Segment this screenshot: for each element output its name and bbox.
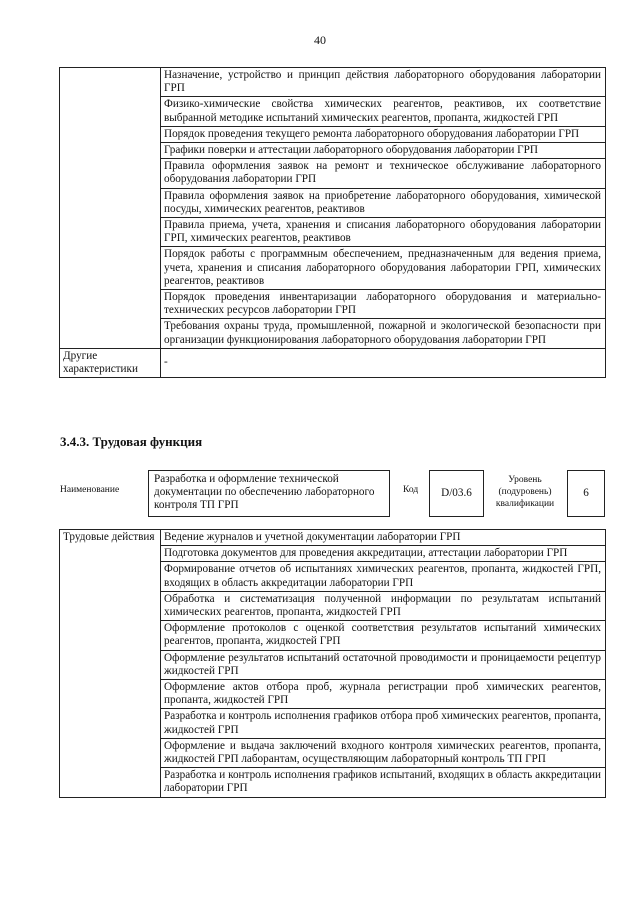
table-cell: Порядок проведения инвентаризации лабораторного оборудования и материально-технических ресурсов лаборатории ГРП: [161, 290, 606, 319]
table-cell: Оформление протоколов с оценкой соответствия результатов испытаний химических реагентов, пропанта, жидкостей ГРП: [161, 621, 606, 650]
labor-actions-label: Трудовые действия: [60, 530, 161, 798]
name-value: Разработка и оформление технической документации по обеспечению лабораторного контроля ТП ГРП: [148, 470, 390, 517]
table-cell: Оформление и выдача заключений входного контроля химических реагентов, пропанта, жидкостей ГРП лаборантам, осуществляющим лабораторный контроль ТП ГРП: [161, 738, 606, 767]
table-cell: Разработка и контроль исполнения графиков испытаний, входящих в область аккредитации лаборатории ГРП: [161, 768, 606, 797]
page-number: 40: [314, 33, 326, 47]
code-value: D/03.6: [429, 470, 484, 517]
level-label: Уровень (подуровень) квалификации: [495, 475, 555, 509]
code-label: Код: [403, 485, 419, 495]
table-cell: Ведение журналов и учетной документации лаборатории ГРП: [161, 530, 606, 546]
other-characteristics-row: [60, 348, 606, 377]
other-characteristics-value: -: [161, 348, 606, 377]
name-label: Наименование: [60, 485, 120, 495]
level-value: 6: [567, 470, 605, 517]
table-row: [60, 68, 606, 97]
empty-label-cell: [60, 68, 161, 349]
table-cell: Порядок проведения текущего ремонта лабораторного оборудования лаборатории ГРП: [161, 126, 606, 142]
table-cell: Оформление актов отбора проб, журнала регистрации проб химических реагентов, пропанта, жидкостей ГРП: [161, 680, 606, 709]
other-characteristics-label: Другие характеристики: [60, 348, 161, 377]
table-cell: Порядок работы с программным обеспечением, предназначенным для ведения приема, учета, хранения и списания лабораторного оборудования лаборатории ГРП, химических реагентов, реактивов: [161, 247, 606, 290]
table-cell: Требования охраны труда, промышленной, пожарной и экологической безопасности при организации функционирования лабораторного оборудования лаборатории ГРП: [161, 319, 606, 348]
table-cell: Правила приема, учета, хранения и списания лабораторного оборудования лаборатории ГРП, химических реагентов, реактивов: [161, 218, 606, 247]
table-cell: Обработка и систематизация полученной информации по результатам испытаний химических реагентов, пропанта, жидкостей ГРП: [161, 591, 606, 620]
table-cell: Подготовка документов для проведения аккредитации, аттестации лаборатории ГРП: [161, 546, 606, 562]
labor-actions-table: [59, 529, 606, 798]
table-cell: Физико-химические свойства химических реагентов, реактивов, их соответствие выбранной методике испытаний химических реагентов, пропанта, жидкостей ГРП: [161, 97, 606, 126]
table-cell: Разработка и контроль исполнения графиков отбора проб химических реагентов, пропанта, жидкостей ГРП: [161, 709, 606, 738]
table-cell: Правила оформления заявок на приобретение лабораторного оборудования, химической посуды, химических реагентов, реактивов: [161, 188, 606, 217]
table-cell: Назначение, устройство и принцип действия лабораторного оборудования лаборатории ГРП: [161, 68, 606, 97]
section-heading: 3.4.3. Трудовая функция: [60, 434, 203, 449]
function-info-row: [60, 467, 605, 519]
table-cell: Оформление результатов испытаний остаточной проводимости и проницаемости рецептур жидкостей ГРП: [161, 650, 606, 679]
knowledge-table: [59, 67, 606, 378]
table-cell: Правила оформления заявок на ремонт и техническое обслуживание лабораторного оборудования лаборатории ГРП: [161, 159, 606, 188]
table-cell: Графики поверки и аттестации лабораторного оборудования лаборатории ГРП: [161, 143, 606, 159]
table-cell: Формирование отчетов об испытаниях химических реагентов, пропанта, жидкостей ГРП, входящих в область аккредитации лаборатории ГРП: [161, 562, 606, 591]
table-row: [60, 530, 606, 546]
